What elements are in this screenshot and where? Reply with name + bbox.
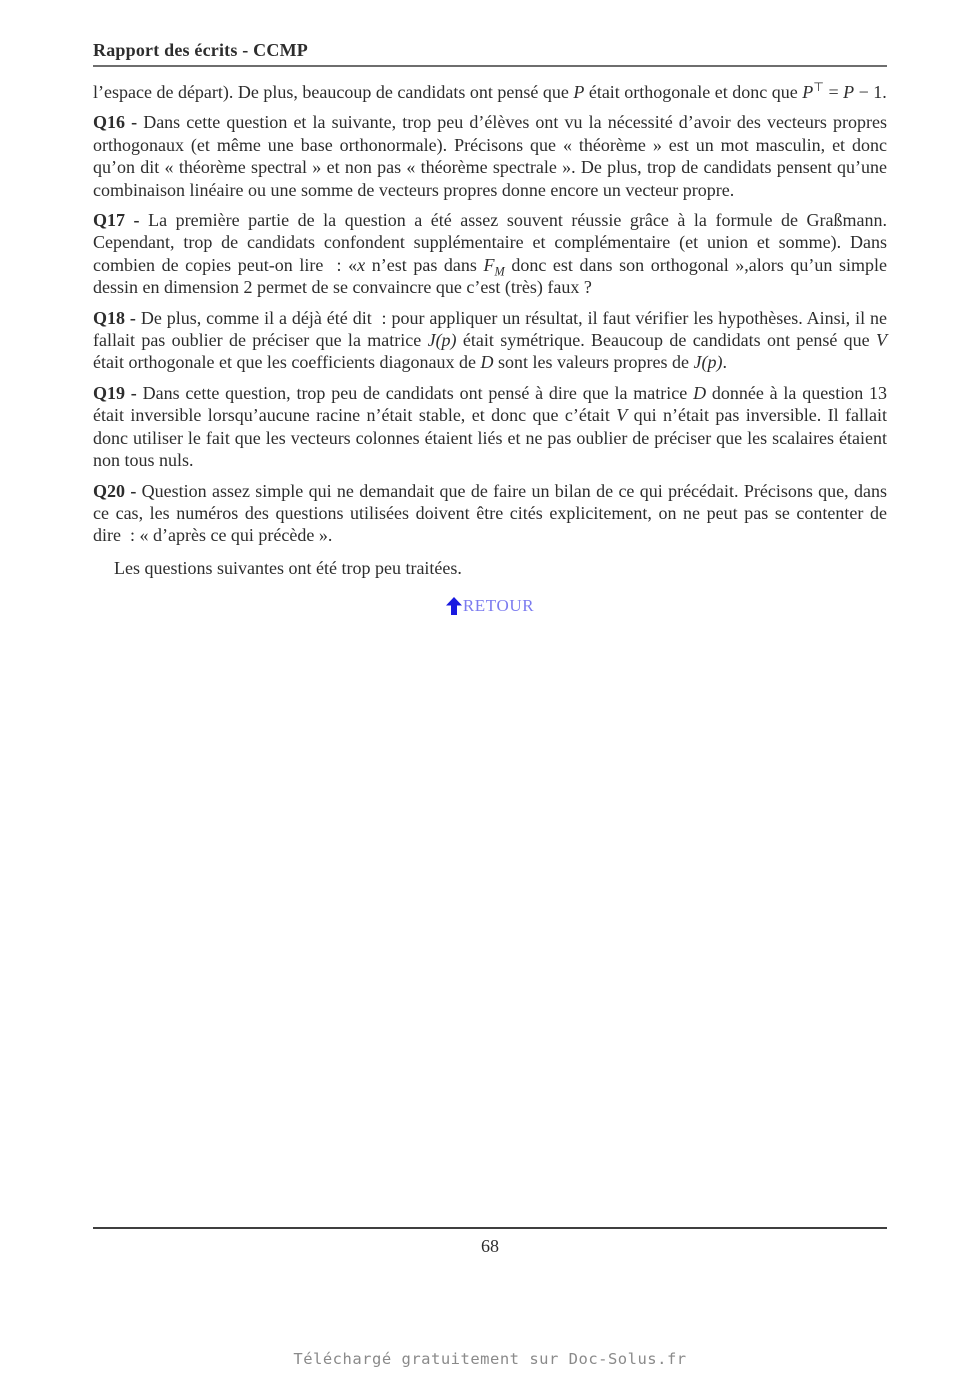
text-run: l’espace de départ). De plus, beaucoup de candidats ont pensé que <box>93 82 574 102</box>
text-run: n’est pas dans <box>365 254 484 275</box>
paragraph-q19 <box>93 382 887 472</box>
text-run: Dans cette question et la suivante, trop peu d’élèves ont vu la nécessité d’avoir des vecteurs propres orthogonaux (et même une base orthonormale). Précisons que « théorème » est un mot masculin, et donc qu’on dit « théorème spectral » et non pas « théorème spectrale ». De plus, trop de candidats pensent qu’une combinaison linéaire ou une somme de vecteurs propres donne encore un vecteur propre. <box>93 112 887 200</box>
question-label: Q19 - <box>93 382 137 403</box>
question-label: Q17 - <box>93 210 140 231</box>
text-run: qui n’était pas inversible. Il fallait donc utiliser le fait que les vecteurs colonnes étaient liés et ne pas oublier de préciser que les scalaires étaient non tous nuls. <box>93 405 887 471</box>
closing-line: Les questions suivantes ont été trop peu traitées. <box>114 557 462 578</box>
question-label: Q16 - <box>93 112 138 133</box>
paragraph-q20 <box>93 480 887 547</box>
footer-rule <box>93 1227 887 1229</box>
superscript-transpose: ⊤ <box>813 80 824 94</box>
math-var: x <box>357 254 366 275</box>
math-var: V <box>616 405 628 426</box>
text-run: était orthogonale et donc que <box>584 82 803 102</box>
text-run: était orthogonale et que les coefficients diagonaux de <box>93 352 481 373</box>
text-run: Question assez simple qui ne demandait que de faire un bilan de ce qui précédait. Précisons que, dans ce cas, les numéros des questions utilisées doivent être cités explicitement, on ne peut pas se contenter de dire : « d’après ce qui précède ». <box>93 480 887 546</box>
text-run: donnée à la question 13 était inversible lorsqu’aucune racine n’était stable, et donc que c’était <box>93 382 887 426</box>
subscript-M: M <box>494 264 505 279</box>
text-run: était symétrique. Beaucoup de candidats ont pensé que <box>456 330 876 351</box>
page-content <box>93 0 887 620</box>
paragraph-q17 <box>93 209 887 299</box>
report-body <box>93 81 887 620</box>
text-run: . <box>722 352 727 373</box>
header-title: Rapport des écrits - CCMP <box>93 40 308 60</box>
paragraph-q16 <box>93 111 887 201</box>
text-run: Dans cette question, trop peu de candidats ont pensé à dire que la matrice <box>136 382 694 403</box>
question-label: Q20 - <box>93 480 137 501</box>
math-var: V <box>876 330 887 351</box>
math-var: J(p) <box>693 352 723 373</box>
math-var: F <box>483 254 495 275</box>
math-var: P <box>802 82 814 102</box>
up-arrow-icon <box>446 597 462 615</box>
question-label: Q18 - <box>93 307 136 328</box>
retour-label: RETOUR <box>462 596 535 616</box>
text-run: La première partie de la question a été assez souvent réussie grâce à la formule de Graßmann. Cependant, trop de candidats confondent supplémentaire et complémentaire (et union et somme). Dans combien de copies peut-on lire : « <box>93 210 887 275</box>
math-var: P <box>573 82 585 102</box>
text-run: donc est dans son orthogonal »,alors qu’un simple dessin en dimension 2 permet de se convaincre que c’est (très) faux ? <box>93 254 887 298</box>
math-var: J(p) <box>427 330 457 351</box>
math-var: D <box>693 382 707 403</box>
text-run: = <box>823 82 844 102</box>
header-rule <box>93 65 887 67</box>
page-number: 68 <box>481 1236 499 1256</box>
text-run: sont les valeurs propres de <box>493 352 694 373</box>
math-var: D <box>480 352 494 373</box>
page-header <box>93 39 887 67</box>
paragraph-q18 <box>93 307 887 374</box>
watermark: Téléchargé gratuitement sur Doc-Solus.fr <box>293 1350 687 1368</box>
retour-link[interactable] <box>446 596 534 616</box>
math-var: P <box>843 82 855 102</box>
text-run: − 1. <box>854 82 887 102</box>
retour-row <box>93 596 887 620</box>
text-run: De plus, comme il a déjà été dit : pour appliquer un résultat, il faut vérifier les hypothèses. Ainsi, il ne fallait pas oublier de préciser que la matrice <box>93 307 887 351</box>
paragraph-intro <box>93 81 887 103</box>
